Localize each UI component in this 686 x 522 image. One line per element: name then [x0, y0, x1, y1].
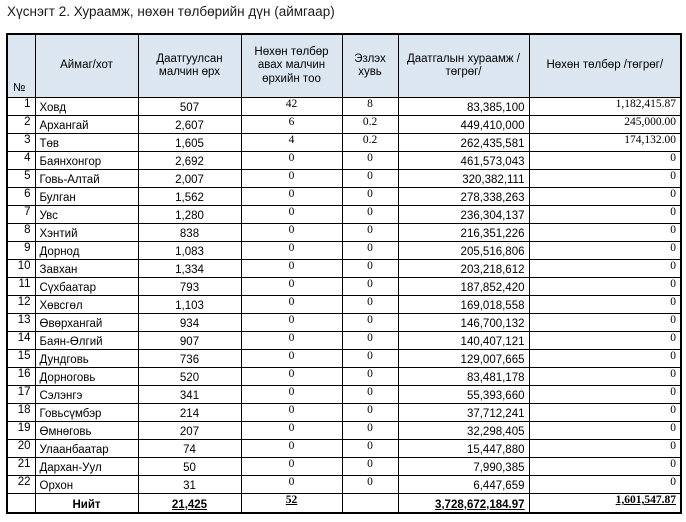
cell-compensation: 0 — [529, 152, 681, 170]
cell-compensated-households: 0 — [241, 368, 342, 386]
cell-compensation: 0 — [529, 332, 681, 350]
cell-share-percent: 0 — [342, 422, 398, 440]
cell-premium: 6,447,659 — [398, 476, 529, 494]
cell-compensated-households: 0 — [241, 458, 342, 476]
col-header-premium: Даатгалын хураамж /төгрөг/ — [398, 34, 529, 98]
cell-premium: 461,573,043 — [398, 152, 529, 170]
total-compensation: 1,601,547.87 — [529, 494, 681, 514]
cell-share-percent: 0.2 — [342, 134, 398, 152]
header-row — [7, 34, 681, 98]
cell-insured-households: 31 — [138, 476, 241, 494]
cell-compensation: 0 — [529, 440, 681, 458]
table-row — [7, 368, 681, 386]
cell-insured-households: 520 — [138, 368, 241, 386]
cell-compensated-households: 0 — [241, 242, 342, 260]
cell-no: 5 — [7, 170, 35, 188]
cell-no: 15 — [7, 350, 35, 368]
table-body — [7, 98, 681, 494]
cell-compensation: 0 — [529, 404, 681, 422]
cell-aimag: Өвөрхангай — [35, 314, 138, 332]
cell-premium: 83,481,178 — [398, 368, 529, 386]
cell-premium: 83,385,100 — [398, 98, 529, 116]
cell-compensation: 0 — [529, 458, 681, 476]
cell-insured-households: 2,007 — [138, 170, 241, 188]
cell-no: 13 — [7, 314, 35, 332]
total-share-percent — [342, 494, 398, 514]
table-row — [7, 332, 681, 350]
cell-premium: 15,447,880 — [398, 440, 529, 458]
cell-compensated-households: 0 — [241, 260, 342, 278]
cell-no: 7 — [7, 206, 35, 224]
cell-premium: 146,700,132 — [398, 314, 529, 332]
cell-compensation: 0 — [529, 206, 681, 224]
cell-premium: 205,516,806 — [398, 242, 529, 260]
cell-insured-households: 1,083 — [138, 242, 241, 260]
cell-insured-households: 74 — [138, 440, 241, 458]
cell-no: 3 — [7, 134, 35, 152]
cell-share-percent: 0 — [342, 170, 398, 188]
cell-insured-households: 793 — [138, 278, 241, 296]
cell-compensation: 0 — [529, 278, 681, 296]
cell-compensation: 1,182,415.87 — [529, 98, 681, 116]
cell-compensation: 0 — [529, 386, 681, 404]
table-row — [7, 206, 681, 224]
cell-premium: 187,852,420 — [398, 278, 529, 296]
table-row — [7, 188, 681, 206]
table-row — [7, 98, 681, 116]
cell-premium: 216,351,226 — [398, 224, 529, 242]
cell-aimag: Хөвсгөл — [35, 296, 138, 314]
cell-no: 18 — [7, 404, 35, 422]
cell-compensated-households: 0 — [241, 332, 342, 350]
cell-compensated-households: 0 — [241, 440, 342, 458]
cell-share-percent: 0 — [342, 278, 398, 296]
cell-aimag: Говьсүмбэр — [35, 404, 138, 422]
cell-compensation: 0 — [529, 260, 681, 278]
cell-share-percent: 0 — [342, 476, 398, 494]
cell-compensation: 0 — [529, 170, 681, 188]
table-row — [7, 404, 681, 422]
cell-insured-households: 214 — [138, 404, 241, 422]
cell-premium: 37,712,241 — [398, 404, 529, 422]
cell-compensated-households: 0 — [241, 206, 342, 224]
cell-compensated-households: 0 — [241, 314, 342, 332]
cell-share-percent: 0 — [342, 386, 398, 404]
cell-share-percent: 0 — [342, 458, 398, 476]
cell-aimag: Орхон — [35, 476, 138, 494]
cell-premium: 7,990,385 — [398, 458, 529, 476]
total-compensated-households: 52 — [241, 494, 342, 514]
cell-share-percent: 8 — [342, 98, 398, 116]
cell-aimag: Завхан — [35, 260, 138, 278]
cell-compensation: 0 — [529, 314, 681, 332]
cell-compensated-households: 0 — [241, 296, 342, 314]
cell-premium: 320,382,111 — [398, 170, 529, 188]
cell-share-percent: 0 — [342, 224, 398, 242]
total-insured-households: 21,425 — [138, 494, 241, 514]
cell-share-percent: 0 — [342, 440, 398, 458]
cell-share-percent: 0 — [342, 332, 398, 350]
cell-no: 11 — [7, 278, 35, 296]
cell-no: 1 — [7, 98, 35, 116]
cell-insured-households: 1,605 — [138, 134, 241, 152]
cell-share-percent: 0 — [342, 206, 398, 224]
cell-compensation: 0 — [529, 350, 681, 368]
cell-compensated-households: 0 — [241, 188, 342, 206]
cell-insured-households: 1,562 — [138, 188, 241, 206]
cell-premium: 278,338,263 — [398, 188, 529, 206]
cell-no: 21 — [7, 458, 35, 476]
cell-compensated-households: 0 — [241, 476, 342, 494]
cell-compensated-households: 0 — [241, 224, 342, 242]
cell-no: 2 — [7, 116, 35, 134]
cell-aimag: Өмнөговь — [35, 422, 138, 440]
cell-aimag: Улаанбаатар — [35, 440, 138, 458]
cell-no: 22 — [7, 476, 35, 494]
table-row — [7, 170, 681, 188]
table-row — [7, 260, 681, 278]
cell-premium: 169,018,558 — [398, 296, 529, 314]
cell-insured-households: 2,692 — [138, 152, 241, 170]
col-header-compensated-households: Нөхөн төлбөр авах малчин өрхийн тоо — [241, 34, 342, 98]
total-row — [7, 494, 681, 514]
cell-aimag: Дундговь — [35, 350, 138, 368]
cell-insured-households: 736 — [138, 350, 241, 368]
col-header-compensation: Нөхөн төлбөр /төгрөг/ — [529, 34, 681, 98]
cell-compensation: 0 — [529, 296, 681, 314]
cell-share-percent: 0 — [342, 350, 398, 368]
table-row — [7, 422, 681, 440]
table-row — [7, 116, 681, 134]
cell-premium: 55,393,660 — [398, 386, 529, 404]
cell-aimag: Баян-Өлгий — [35, 332, 138, 350]
table-row — [7, 224, 681, 242]
cell-compensated-households: 0 — [241, 170, 342, 188]
total-label: Нийт — [35, 494, 138, 514]
cell-share-percent: 0 — [342, 314, 398, 332]
cell-no: 17 — [7, 386, 35, 404]
table-row — [7, 242, 681, 260]
cell-share-percent: 0 — [342, 296, 398, 314]
cell-premium: 449,410,000 — [398, 116, 529, 134]
cell-no: 4 — [7, 152, 35, 170]
table-row — [7, 476, 681, 494]
cell-insured-households: 50 — [138, 458, 241, 476]
cell-aimag: Баянхонгор — [35, 152, 138, 170]
cell-aimag: Ховд — [35, 98, 138, 116]
cell-compensated-households: 0 — [241, 386, 342, 404]
cell-aimag: Дархан-Уул — [35, 458, 138, 476]
cell-compensation: 0 — [529, 476, 681, 494]
cell-aimag: Говь-Алтай — [35, 170, 138, 188]
cell-premium: 129,007,665 — [398, 350, 529, 368]
cell-compensation: 0 — [529, 368, 681, 386]
cell-compensation: 0 — [529, 422, 681, 440]
cell-insured-households: 838 — [138, 224, 241, 242]
cell-aimag: Дорноговь — [35, 368, 138, 386]
table-row — [7, 350, 681, 368]
cell-compensated-households: 0 — [241, 278, 342, 296]
cell-aimag: Архангай — [35, 116, 138, 134]
cell-aimag: Хэнтий — [35, 224, 138, 242]
cell-premium: 203,218,612 — [398, 260, 529, 278]
cell-insured-households: 1,103 — [138, 296, 241, 314]
cell-premium: 140,407,121 — [398, 332, 529, 350]
cell-compensation: 245,000.00 — [529, 116, 681, 134]
cell-no: 20 — [7, 440, 35, 458]
cell-aimag: Увс — [35, 206, 138, 224]
cell-compensation: 0 — [529, 188, 681, 206]
cell-compensation: 174,132.00 — [529, 134, 681, 152]
table-row — [7, 458, 681, 476]
col-header-no: № — [7, 34, 35, 98]
cell-share-percent: 0 — [342, 152, 398, 170]
cell-no: 6 — [7, 188, 35, 206]
cell-insured-households: 907 — [138, 332, 241, 350]
table-row — [7, 296, 681, 314]
total-no-cell — [7, 494, 35, 514]
col-header-insured-households: Даатгуулсан малчин өрх — [138, 34, 241, 98]
cell-no: 12 — [7, 296, 35, 314]
cell-share-percent: 0 — [342, 188, 398, 206]
cell-premium: 236,304,137 — [398, 206, 529, 224]
total-premium: 3,728,672,184.97 — [398, 494, 529, 514]
table-row — [7, 278, 681, 296]
cell-aimag: Дорнод — [35, 242, 138, 260]
cell-share-percent: 0 — [342, 368, 398, 386]
table-row — [7, 440, 681, 458]
cell-insured-households: 341 — [138, 386, 241, 404]
cell-compensated-households: 6 — [241, 116, 342, 134]
cell-compensated-households: 42 — [241, 98, 342, 116]
table-footer — [7, 494, 681, 514]
cell-aimag: Булган — [35, 188, 138, 206]
cell-compensated-households: 0 — [241, 422, 342, 440]
cell-no: 14 — [7, 332, 35, 350]
cell-share-percent: 0.2 — [342, 116, 398, 134]
cell-no: 8 — [7, 224, 35, 242]
table-caption: Хүснэгт 2. Хураамж, нөхөн төлбөрийн дүн (аймгаар) — [7, 4, 335, 19]
cell-insured-households: 1,280 — [138, 206, 241, 224]
cell-compensation: 0 — [529, 242, 681, 260]
cell-aimag: Төв — [35, 134, 138, 152]
col-header-aimag: Аймаг/хот — [35, 34, 138, 98]
cell-compensation: 0 — [529, 224, 681, 242]
cell-no: 16 — [7, 368, 35, 386]
cell-no: 10 — [7, 260, 35, 278]
cell-no: 9 — [7, 242, 35, 260]
table-row — [7, 386, 681, 404]
cell-compensated-households: 4 — [241, 134, 342, 152]
cell-share-percent: 0 — [342, 404, 398, 422]
table-header — [7, 34, 681, 98]
cell-insured-households: 934 — [138, 314, 241, 332]
cell-premium: 32,298,405 — [398, 422, 529, 440]
cell-insured-households: 1,334 — [138, 260, 241, 278]
cell-share-percent: 0 — [342, 242, 398, 260]
cell-aimag: Сүхбаатар — [35, 278, 138, 296]
cell-share-percent: 0 — [342, 260, 398, 278]
cell-no: 19 — [7, 422, 35, 440]
cell-insured-households: 2,607 — [138, 116, 241, 134]
table-row — [7, 134, 681, 152]
table-row — [7, 314, 681, 332]
cell-premium: 262,435,581 — [398, 134, 529, 152]
data-table — [6, 33, 682, 514]
cell-compensated-households: 0 — [241, 350, 342, 368]
cell-compensated-households: 0 — [241, 404, 342, 422]
cell-insured-households: 507 — [138, 98, 241, 116]
cell-compensated-households: 0 — [241, 152, 342, 170]
cell-aimag: Сэлэнгэ — [35, 386, 138, 404]
cell-insured-households: 207 — [138, 422, 241, 440]
col-header-share-percent: Эзлэх хувь — [342, 34, 398, 98]
table-row — [7, 152, 681, 170]
